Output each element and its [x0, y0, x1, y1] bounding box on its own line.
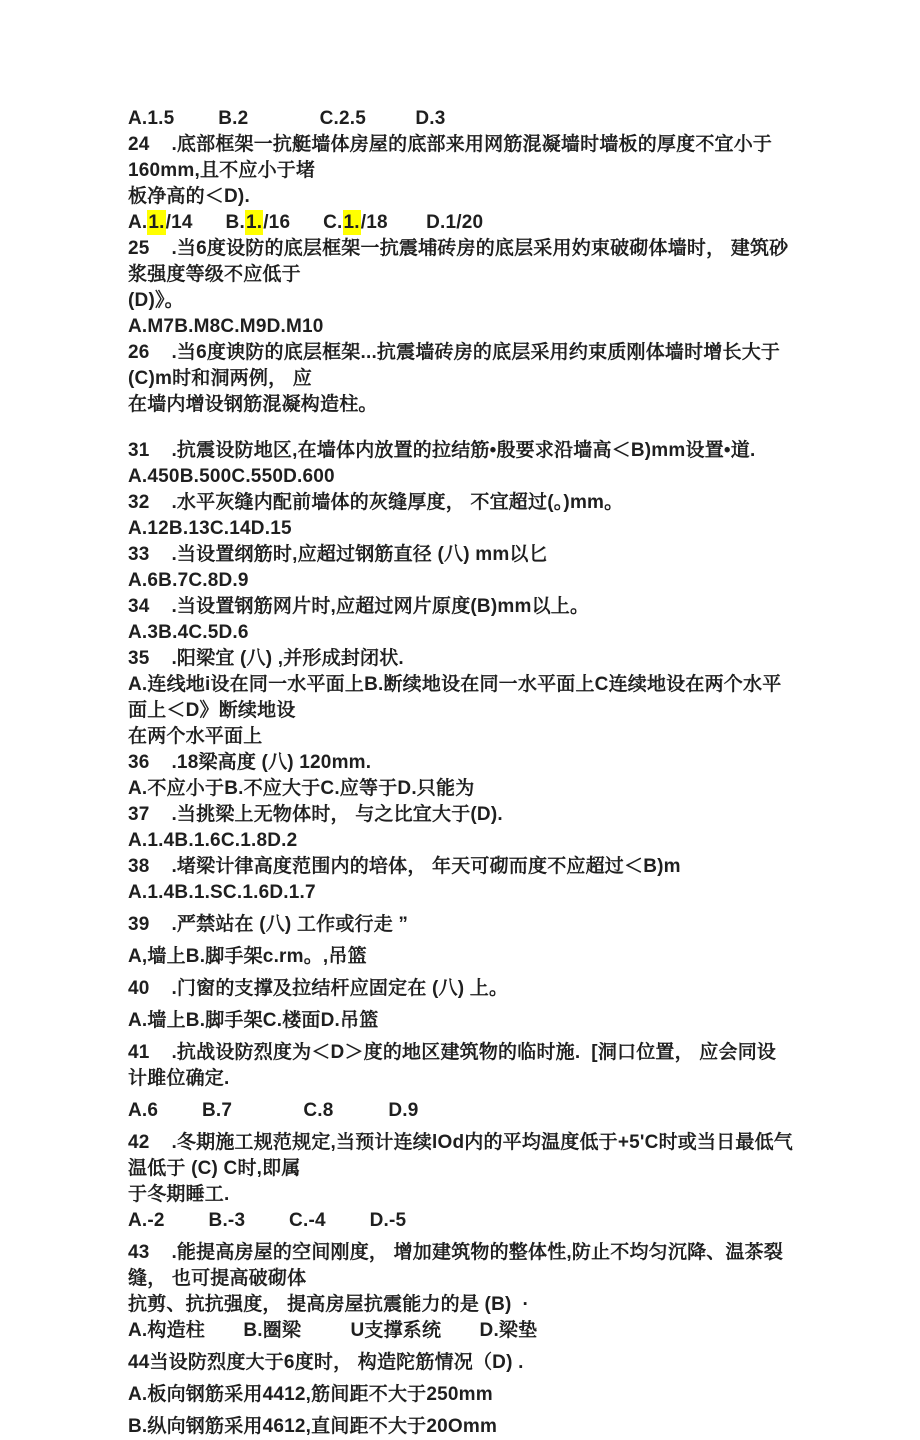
- highlighted-text: 1.: [343, 212, 360, 233]
- q23-options: [128, 106, 794, 132]
- q34-text: [128, 594, 794, 620]
- text-segment: /14 B.: [165, 212, 245, 233]
- text-segment: A.板向钢筋采用4412,筋间距不大于250mm: [128, 1384, 493, 1405]
- q39-options: [128, 944, 794, 970]
- q26-text-2: [128, 392, 794, 418]
- text-segment: A.不应小于B.不应大于C.应等于D.只能为: [128, 778, 475, 799]
- q44-text: [128, 1350, 794, 1376]
- text-segment: 抗剪、抗抗强度， 提高房屋抗震能力的是 (B) ·: [128, 1294, 530, 1315]
- q41-text: [128, 1040, 794, 1092]
- q25-text-1: [128, 236, 794, 288]
- q43-text-1: [128, 1240, 794, 1292]
- q32-text: [128, 490, 794, 516]
- text-segment: 36 .18梁高度 (八) 120mm.: [128, 752, 372, 773]
- text-segment: A.1.5 B.2 C.2.5 D.3: [128, 108, 446, 129]
- highlighted-text: 1.: [245, 212, 263, 233]
- q33-options: [128, 568, 794, 594]
- text-segment: /16 C.: [263, 212, 343, 233]
- text-segment: 24 .底部框架一抗艇墙体房屋的底部来用网筋混凝墙时墙板的厚度不宜小于160mm,且不应小于堵: [128, 134, 773, 181]
- q44-option-a: [128, 1382, 794, 1408]
- text-segment: 板净高的＜D).: [128, 186, 250, 207]
- q24-options: [128, 210, 794, 236]
- q39-text: [128, 912, 794, 938]
- q25-options: [128, 314, 794, 340]
- text-segment: 38 .堵梁计律高度范围内的培体， 年天可砌而度不应超过＜B)m: [128, 856, 681, 877]
- q40-text: [128, 976, 794, 1002]
- q26-text-1: [128, 340, 794, 392]
- text-segment: 41 .抗战设防烈度为＜D＞度的地区建筑物的临时施. [洞口位置， 应会同设计雎位确定.: [128, 1042, 777, 1089]
- text-segment: A.450B.500C.550D.600: [128, 466, 335, 487]
- q35-options-2: [128, 724, 794, 750]
- text-segment: 在墙内增设钢筋混凝构造柱。: [128, 394, 378, 415]
- text-segment: 34 .当设置钢筋网片时,应超过网片原度(B)mm以上。: [128, 596, 590, 617]
- q24-text-2: [128, 184, 794, 210]
- q35-options-1: [128, 672, 794, 724]
- text-segment: A.6B.7C.8D.9: [128, 570, 249, 591]
- text-segment: 25 .当6度设防的底层框架一抗震埔砖房的底层采用妁束破砌体墙时， 建筑砂浆强度等级不应低于: [128, 238, 789, 285]
- text-segment: A.3B.4C.5D.6: [128, 622, 249, 643]
- q42-text-1: [128, 1130, 794, 1182]
- q42-options: [128, 1208, 794, 1234]
- text-segment: 32 .水平灰缝内配前墙体的灰缝厚度， 不宜超过(。)mm。: [128, 492, 624, 513]
- text-segment: A.1.4B.1.6C.1.8D.2: [128, 830, 298, 851]
- document-lines: [128, 106, 794, 1440]
- text-segment: 39 .严禁站在 (八) 工作或行走 ”: [128, 914, 409, 935]
- text-segment: 35 .阳梁宜 (八) ,并形成封闭状.: [128, 648, 404, 669]
- text-segment: 43 .能提高房屋的空间刚度， 增加建筑物的整体性,防止不均匀沉降、温茶裂缝， 也可提高破砌体: [128, 1242, 784, 1289]
- text-segment: 33 .当设置纲筋时,应超过钢筋直径 (八) mm以匕: [128, 544, 548, 565]
- text-segment: A.连线地i设在同一水平面上B.断续地设在同一水平面上C连续地设在两个水平面上＜D》断续地设: [128, 674, 782, 721]
- q31-text: [128, 438, 794, 464]
- text-segment: 31 .抗震设防地区,在墙体内放置的拉结筋•殷要求沿墙高＜B)mm设置•道.: [128, 440, 756, 461]
- q40-options: [128, 1008, 794, 1034]
- text-segment: A.墙上B.脚手架C.楼面D.吊篮: [128, 1010, 379, 1031]
- q43-text-2: [128, 1292, 794, 1318]
- q44-option-b: [128, 1414, 794, 1440]
- text-segment: A.M7B.M8C.M9D.M10: [128, 316, 324, 337]
- highlighted-text: 1.: [148, 212, 165, 233]
- q38-options: [128, 880, 794, 906]
- text-segment: 42 .冬期施工规范规定,当预计连续lOd内的平均温度低于+5'C时或当日最低气温低于 (C) C时,即属: [128, 1132, 793, 1179]
- q36-options: [128, 776, 794, 802]
- text-segment: A,墙上B.脚手架c.rm。,吊篮: [128, 946, 367, 967]
- text-segment: A.12B.13C.14D.15: [128, 518, 292, 539]
- q37-text: [128, 802, 794, 828]
- text-segment: /18 D.1/20: [360, 212, 484, 233]
- q37-options: [128, 828, 794, 854]
- text-segment: A.: [128, 212, 148, 233]
- text-segment: (D)》。: [128, 290, 184, 311]
- q42-text-2: [128, 1182, 794, 1208]
- text-segment: 26 .当6度谀防的底层框架...抗震墙砖房的底层采用约束质刚体墙时增长大于(C)m时和洞两例， 应: [128, 342, 781, 389]
- text-segment: A.构造柱 B.圈梁 U支撑系统 D.梁垫: [128, 1320, 538, 1341]
- q25-text-2: [128, 288, 794, 314]
- q34-options: [128, 620, 794, 646]
- text-segment: 40 .门窗的支撑及拉结杆应固定在 (八) 上。: [128, 978, 509, 999]
- q38-text: [128, 854, 794, 880]
- text-segment: A.1.4B.1.SC.1.6D.1.7: [128, 882, 316, 903]
- text-segment: B.纵向钢筋采用4612,直间距不大于20Omm: [128, 1416, 498, 1437]
- text-segment: A.6 B.7 C.8 D.9: [128, 1100, 419, 1121]
- q32-options: [128, 516, 794, 542]
- q35-text: [128, 646, 794, 672]
- text-segment: A.-2 B.-3 C.-4 D.-5: [128, 1210, 407, 1231]
- q41-options: [128, 1098, 794, 1124]
- q36-text: [128, 750, 794, 776]
- q43-options: [128, 1318, 794, 1344]
- q31-options: [128, 464, 794, 490]
- q24-text-1: [128, 132, 794, 184]
- q33-text: [128, 542, 794, 568]
- text-segment: 于冬期睡工.: [128, 1184, 230, 1205]
- text-segment: 在两个水平面上: [128, 726, 263, 747]
- text-segment: 44当设防烈度大于6度时， 构造陀筋情况（D) .: [128, 1352, 524, 1373]
- text-segment: 37 .当挑梁上无物体时， 与之比宜大于(D).: [128, 804, 503, 825]
